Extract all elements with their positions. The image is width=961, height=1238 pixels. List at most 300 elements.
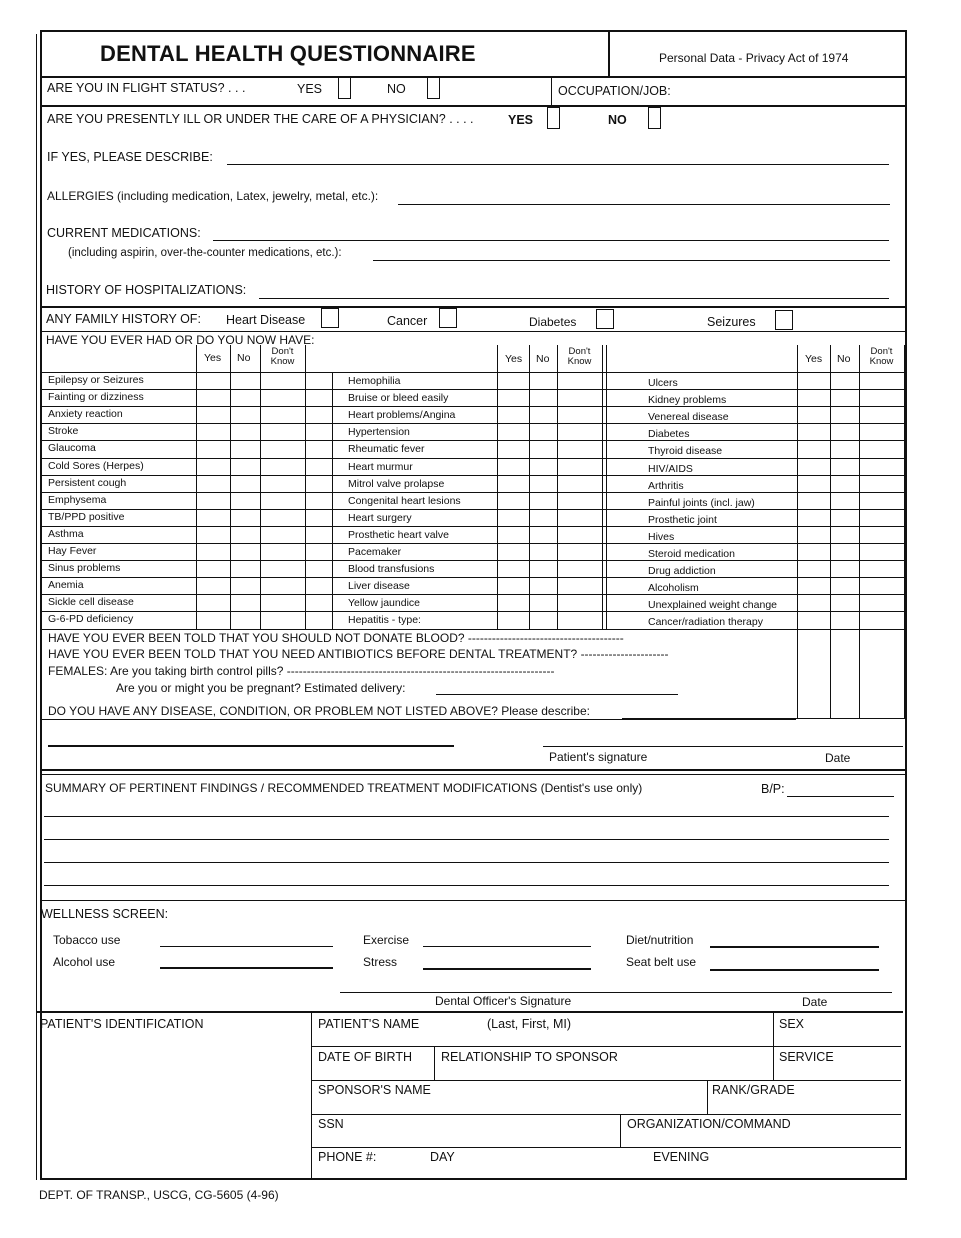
birth-control-question: FEMALES: Are you taking birth control pills? ------------------------------------------------------------------- bbox=[48, 664, 555, 678]
donate-blood-question: HAVE YOU EVER BEEN TOLD THAT YOU SHOULD NOT DONATE BLOOD? --------------------------------------- bbox=[48, 631, 624, 645]
condition-label: Cold Sores (Herpes) bbox=[48, 459, 144, 472]
tobacco-input[interactable] bbox=[160, 946, 333, 947]
describe-input[interactable] bbox=[227, 164, 889, 165]
diet-label: Diet/nutrition bbox=[626, 933, 694, 947]
physician-no-label: NO bbox=[608, 113, 627, 127]
condition-no-cell[interactable] bbox=[530, 407, 556, 422]
condition-dk-cell[interactable] bbox=[558, 390, 601, 405]
physician-yes-label: YES bbox=[508, 113, 534, 127]
condition-yes-cell[interactable] bbox=[498, 441, 528, 456]
condition-label: Hemophilia bbox=[348, 375, 401, 387]
patient-signature-label: Patient's signature bbox=[549, 750, 648, 764]
family-seizures-checkbox[interactable] bbox=[775, 310, 793, 330]
condition-dk-cell[interactable] bbox=[558, 493, 601, 508]
condition-dk-cell[interactable] bbox=[558, 561, 601, 576]
table-col-line bbox=[305, 345, 306, 629]
condition-yes-cell[interactable] bbox=[798, 390, 829, 405]
summary-line-3[interactable] bbox=[44, 862, 889, 863]
estimated-delivery-input[interactable] bbox=[436, 694, 678, 695]
condition-yes-cell[interactable] bbox=[798, 373, 829, 388]
condition-dk-cell[interactable] bbox=[860, 578, 903, 593]
condition-label: Hives bbox=[648, 530, 675, 543]
col-dont-header: Don't bbox=[271, 346, 294, 357]
stress-label: Stress bbox=[363, 955, 398, 969]
form-frame-inner bbox=[36, 34, 41, 1180]
patient-signature-date-label: Date bbox=[825, 751, 851, 765]
condition-no-cell[interactable] bbox=[831, 373, 858, 388]
condition-label: Congenital heart lesions bbox=[348, 494, 461, 507]
family-diabetes-checkbox[interactable] bbox=[596, 309, 614, 329]
medications-label: CURRENT MEDICATIONS: bbox=[47, 226, 201, 240]
condition-no-cell[interactable] bbox=[530, 390, 556, 405]
stress-input[interactable] bbox=[423, 968, 591, 970]
condition-no-cell[interactable] bbox=[231, 612, 259, 627]
condition-label: Epilepsy or Seizures bbox=[48, 374, 144, 386]
table-col-line bbox=[904, 345, 905, 719]
condition-no-cell[interactable] bbox=[231, 595, 259, 610]
condition-no-cell[interactable] bbox=[231, 527, 259, 542]
table-row-line bbox=[40, 543, 907, 544]
condition-dk-cell[interactable] bbox=[261, 424, 304, 439]
flight-no-label: NO bbox=[387, 82, 406, 96]
antibiotics-question: HAVE YOU EVER BEEN TOLD THAT YOU NEED ANTIBIOTICS BEFORE DENTAL TREATMENT? ---------------------- bbox=[48, 647, 669, 661]
condition-yes-cell[interactable] bbox=[498, 510, 528, 525]
condition-yes-cell[interactable] bbox=[498, 544, 528, 559]
family-heart-disease-checkbox[interactable] bbox=[321, 308, 339, 328]
summary-line-4[interactable] bbox=[44, 885, 889, 886]
condition-yes-cell[interactable] bbox=[197, 407, 229, 422]
condition-yes-cell[interactable] bbox=[197, 527, 229, 542]
condition-label: Steroid medication bbox=[648, 548, 735, 560]
bp-input[interactable] bbox=[787, 796, 894, 797]
sex-label: SEX bbox=[779, 1017, 805, 1031]
condition-dk-cell[interactable] bbox=[261, 561, 304, 576]
condition-label: Yellow jaundice bbox=[348, 597, 420, 610]
condition-label: Blood transfusions bbox=[348, 563, 435, 576]
exercise-input[interactable] bbox=[423, 946, 591, 947]
condition-yes-cell[interactable] bbox=[798, 493, 829, 508]
table-row-line bbox=[40, 406, 907, 407]
condition-no-cell[interactable] bbox=[831, 407, 858, 422]
condition-no-cell[interactable] bbox=[530, 561, 556, 576]
condition-yes-cell[interactable] bbox=[197, 476, 229, 491]
condition-no-cell[interactable] bbox=[231, 373, 259, 388]
condition-dk-cell[interactable] bbox=[558, 373, 601, 388]
table-row-line bbox=[40, 389, 907, 390]
condition-label: Venereal disease bbox=[648, 411, 729, 424]
seatbelt-label: Seat belt use bbox=[626, 955, 697, 969]
condition-dk-cell[interactable] bbox=[558, 595, 601, 610]
condition-no-cell[interactable] bbox=[231, 441, 259, 456]
hospitalizations-label: HISTORY OF HOSPITALIZATIONS: bbox=[46, 283, 247, 297]
condition-no-cell[interactable] bbox=[231, 424, 259, 439]
condition-dk-cell[interactable] bbox=[558, 612, 601, 627]
col-yes-header: Yes bbox=[505, 353, 523, 365]
condition-label: Sinus problems bbox=[48, 562, 121, 575]
physician-question: ARE YOU PRESENTLY ILL OR UNDER THE CARE OF A PHYSICIAN? . . . . bbox=[47, 112, 474, 126]
hospitalizations-input[interactable] bbox=[259, 298, 889, 299]
condition-no-cell[interactable] bbox=[530, 373, 556, 388]
allergies-input[interactable] bbox=[398, 204, 890, 205]
allergies-label: ALLERGIES (including medication, Latex, jewelry, metal, etc.): bbox=[47, 189, 379, 203]
col-no-header: No bbox=[536, 353, 550, 365]
table-row-line bbox=[40, 492, 907, 493]
header-divider bbox=[608, 32, 610, 76]
condition-yes-cell[interactable] bbox=[197, 561, 229, 576]
condition-yes-cell[interactable] bbox=[197, 578, 229, 593]
condition-no-cell[interactable] bbox=[231, 510, 259, 525]
table-row-line bbox=[40, 560, 907, 561]
condition-label: Glaucoma bbox=[48, 442, 96, 455]
relationship-label: RELATIONSHIP TO SPONSOR bbox=[441, 1050, 618, 1064]
condition-yes-cell[interactable] bbox=[498, 595, 528, 610]
condition-yes-cell[interactable] bbox=[498, 373, 528, 388]
condition-no-cell[interactable] bbox=[530, 578, 556, 593]
table-row-line bbox=[40, 423, 907, 424]
condition-yes-cell[interactable] bbox=[197, 459, 229, 474]
condition-no-cell[interactable] bbox=[831, 595, 858, 610]
condition-yes-cell[interactable] bbox=[798, 459, 829, 474]
condition-dk-cell[interactable] bbox=[261, 407, 304, 422]
condition-dk-cell[interactable] bbox=[261, 544, 304, 559]
condition-dk-cell[interactable] bbox=[860, 373, 903, 388]
patient-signature-line[interactable] bbox=[543, 746, 903, 747]
condition-label: Anemia bbox=[48, 579, 84, 592]
condition-label: Ulcers bbox=[648, 377, 678, 389]
condition-yes-cell[interactable] bbox=[197, 373, 229, 388]
condition-no-cell[interactable] bbox=[831, 527, 858, 542]
conditions-heading: HAVE YOU EVER HAD OR DO YOU NOW HAVE: bbox=[46, 333, 315, 347]
form-id: DEPT. OF TRANSP., USCG, CG-5605 (4-96) bbox=[39, 1188, 279, 1202]
condition-no-cell[interactable] bbox=[831, 390, 858, 405]
officer-signature-label: Dental Officer's Signature bbox=[435, 994, 572, 1008]
condition-yes-cell[interactable] bbox=[498, 407, 528, 422]
condition-dk-cell[interactable] bbox=[860, 390, 903, 405]
flight-yes-checkbox[interactable] bbox=[338, 77, 351, 99]
exercise-label: Exercise bbox=[363, 933, 410, 947]
physician-no-checkbox[interactable] bbox=[648, 107, 661, 129]
condition-yes-cell[interactable] bbox=[197, 595, 229, 610]
patient-name-format: (Last, First, MI) bbox=[487, 1017, 572, 1031]
condition-yes-cell[interactable] bbox=[498, 527, 528, 542]
sponsor-name-label: SPONSOR'S NAME bbox=[318, 1083, 431, 1097]
condition-dk-cell[interactable] bbox=[860, 476, 903, 491]
condition-label: Heart problems/Angina bbox=[348, 409, 456, 422]
condition-no-cell[interactable] bbox=[530, 595, 556, 610]
condition-label: Kidney problems bbox=[648, 394, 727, 407]
family-cancer-label: Cancer bbox=[387, 314, 428, 328]
condition-dk-cell[interactable] bbox=[558, 424, 601, 439]
condition-label: Rheumatic fever bbox=[348, 443, 425, 456]
occupation-input[interactable] bbox=[680, 80, 900, 104]
condition-dk-cell[interactable] bbox=[261, 612, 304, 627]
condition-label: Asthma bbox=[48, 527, 84, 540]
medications-input-2[interactable] bbox=[373, 260, 890, 261]
condition-dk-cell[interactable] bbox=[261, 373, 304, 388]
family-seizures-label: Seizures bbox=[707, 315, 756, 329]
condition-yes-cell[interactable] bbox=[798, 510, 829, 525]
condition-label: Persistent cough bbox=[48, 476, 127, 489]
condition-yes-cell[interactable] bbox=[197, 510, 229, 525]
condition-yes-cell[interactable] bbox=[498, 612, 528, 627]
condition-dk-cell[interactable] bbox=[860, 561, 903, 576]
condition-dk-cell[interactable] bbox=[860, 407, 903, 422]
condition-no-cell[interactable] bbox=[530, 612, 556, 627]
condition-yes-cell[interactable] bbox=[798, 476, 829, 491]
phone-day-label: DAY bbox=[430, 1150, 455, 1164]
table-col-line bbox=[332, 372, 333, 629]
condition-yes-cell[interactable] bbox=[798, 595, 829, 610]
table-row-line bbox=[40, 629, 907, 630]
condition-dk-cell[interactable] bbox=[558, 476, 601, 491]
condition-no-cell[interactable] bbox=[530, 493, 556, 508]
condition-label: Prosthetic joint bbox=[648, 513, 717, 526]
condition-no-cell[interactable] bbox=[831, 612, 858, 627]
condition-yes-cell[interactable] bbox=[798, 612, 829, 627]
condition-no-cell[interactable] bbox=[831, 561, 858, 576]
other-condition-input-2[interactable] bbox=[48, 745, 454, 747]
condition-dk-cell[interactable] bbox=[558, 527, 601, 542]
condition-label: TB/PPD positive bbox=[48, 510, 125, 523]
physician-yes-checkbox[interactable] bbox=[547, 107, 560, 129]
condition-yes-cell[interactable] bbox=[798, 578, 829, 593]
condition-no-cell[interactable] bbox=[530, 441, 556, 456]
condition-yes-cell[interactable] bbox=[798, 407, 829, 422]
condition-label: Stroke bbox=[48, 425, 79, 438]
occupation-label: OCCUPATION/JOB: bbox=[558, 84, 671, 98]
patient-name-label: PATIENT'S NAME bbox=[318, 1017, 420, 1031]
condition-dk-cell[interactable] bbox=[860, 544, 903, 559]
patient-identification-label: PATIENT'S IDENTIFICATION bbox=[40, 1017, 204, 1031]
condition-dk-cell[interactable] bbox=[261, 441, 304, 456]
condition-no-cell[interactable] bbox=[831, 544, 858, 559]
condition-yes-cell[interactable] bbox=[798, 561, 829, 576]
condition-label: Emphysema bbox=[48, 493, 107, 506]
condition-no-cell[interactable] bbox=[231, 578, 259, 593]
condition-no-cell[interactable] bbox=[530, 544, 556, 559]
family-diabetes-label: Diabetes bbox=[529, 315, 577, 329]
condition-label: Alcoholism bbox=[648, 582, 699, 595]
condition-dk-cell[interactable] bbox=[558, 578, 601, 593]
condition-label: Hypertension bbox=[348, 426, 410, 439]
condition-yes-cell[interactable] bbox=[798, 544, 829, 559]
condition-no-cell[interactable] bbox=[231, 459, 259, 474]
condition-dk-cell[interactable] bbox=[261, 595, 304, 610]
condition-dk-cell[interactable] bbox=[261, 476, 304, 491]
condition-label: Heart surgery bbox=[348, 511, 412, 524]
rule bbox=[40, 306, 907, 308]
condition-dk-cell[interactable] bbox=[261, 510, 304, 525]
condition-label: Drug addiction bbox=[648, 565, 716, 578]
other-condition-question: DO YOU HAVE ANY DISEASE, CONDITION, OR PROBLEM NOT LISTED ABOVE? Please describe: bbox=[48, 704, 590, 718]
condition-label: Anxiety reaction bbox=[48, 408, 123, 421]
table-row-line bbox=[40, 475, 907, 476]
condition-dk-cell[interactable] bbox=[860, 527, 903, 542]
condition-no-cell[interactable] bbox=[530, 476, 556, 491]
col-know-header: Know bbox=[567, 356, 592, 367]
condition-yes-cell[interactable] bbox=[798, 527, 829, 542]
table-row-line bbox=[40, 372, 907, 373]
flight-status-question: ARE YOU IN FLIGHT STATUS? . . . bbox=[47, 81, 246, 95]
condition-yes-cell[interactable] bbox=[498, 578, 528, 593]
organization-label: ORGANIZATION/COMMAND bbox=[627, 1117, 791, 1131]
family-cancer-checkbox[interactable] bbox=[439, 308, 457, 328]
condition-yes-cell[interactable] bbox=[498, 424, 528, 439]
describe-label: IF YES, PLEASE DESCRIBE: bbox=[47, 150, 213, 164]
summary-label: SUMMARY OF PERTINENT FINDINGS / RECOMMENDED TREATMENT MODIFICATIONS (Dentist's use only) bbox=[45, 781, 643, 795]
id-divider bbox=[434, 1046, 435, 1080]
rule bbox=[40, 76, 907, 78]
rule bbox=[311, 1046, 901, 1047]
seatbelt-input[interactable] bbox=[710, 969, 879, 971]
condition-no-cell[interactable] bbox=[530, 527, 556, 542]
table-row-line bbox=[40, 594, 907, 595]
condition-yes-cell[interactable] bbox=[798, 424, 829, 439]
rule bbox=[40, 769, 907, 771]
pregnant-question: Are you or might you be pregnant? Estimated delivery: bbox=[116, 681, 406, 695]
condition-no-cell[interactable] bbox=[231, 493, 259, 508]
medications-sub-label: (including aspirin, over-the-counter medications, etc.): bbox=[68, 247, 342, 259]
summary-line-2[interactable] bbox=[44, 839, 889, 840]
table-row-line bbox=[40, 509, 907, 510]
table-row-line bbox=[40, 440, 907, 441]
condition-dk-cell[interactable] bbox=[558, 510, 601, 525]
service-label: SERVICE bbox=[779, 1050, 834, 1064]
condition-dk-cell[interactable] bbox=[860, 595, 903, 610]
condition-dk-cell[interactable] bbox=[860, 510, 903, 525]
col-dont-header: Don't bbox=[870, 346, 893, 357]
condition-dk-cell[interactable] bbox=[261, 459, 304, 474]
col-dont-header: Don't bbox=[568, 346, 591, 357]
condition-label: Arthritis bbox=[648, 479, 684, 492]
condition-label: Prosthetic heart valve bbox=[348, 528, 449, 541]
condition-no-cell[interactable] bbox=[530, 510, 556, 525]
condition-no-cell[interactable] bbox=[831, 424, 858, 439]
col-no-header: No bbox=[837, 353, 851, 365]
table-row-line bbox=[40, 577, 907, 578]
condition-dk-cell[interactable] bbox=[261, 390, 304, 405]
condition-yes-cell[interactable] bbox=[197, 390, 229, 405]
condition-yes-cell[interactable] bbox=[197, 424, 229, 439]
condition-label: Thyroid disease bbox=[648, 445, 723, 458]
condition-no-cell[interactable] bbox=[231, 390, 259, 405]
col-no-header: No bbox=[237, 352, 251, 364]
rule bbox=[311, 1080, 901, 1081]
condition-yes-cell[interactable] bbox=[498, 493, 528, 508]
condition-dk-cell[interactable] bbox=[860, 612, 903, 627]
condition-no-cell[interactable] bbox=[831, 493, 858, 508]
table-row-line bbox=[40, 611, 907, 612]
privacy-notice: Personal Data - Privacy Act of 1974 bbox=[659, 51, 849, 65]
condition-label: Diabetes bbox=[648, 428, 690, 441]
tobacco-label: Tobacco use bbox=[53, 933, 121, 947]
condition-label: Liver disease bbox=[348, 580, 410, 593]
condition-label: G-6-PD deficiency bbox=[48, 613, 134, 626]
condition-label: Bruise or bleed easily bbox=[348, 392, 449, 405]
table-row-line bbox=[40, 458, 907, 459]
condition-yes-cell[interactable] bbox=[498, 476, 528, 491]
condition-no-cell[interactable] bbox=[530, 424, 556, 439]
family-heart-disease-label: Heart Disease bbox=[226, 313, 306, 327]
condition-label: Sickle cell disease bbox=[48, 596, 134, 609]
phone-evening-label: EVENING bbox=[653, 1150, 710, 1164]
condition-no-cell[interactable] bbox=[231, 476, 259, 491]
rule bbox=[40, 719, 796, 720]
condition-label: Mitrol valve prolapse bbox=[348, 477, 445, 490]
condition-label: Pacemaker bbox=[348, 546, 402, 558]
condition-yes-cell[interactable] bbox=[197, 544, 229, 559]
condition-dk-cell[interactable] bbox=[860, 493, 903, 508]
officer-signature-line[interactable] bbox=[340, 992, 892, 993]
table-col-line bbox=[602, 345, 603, 629]
rule bbox=[311, 1147, 901, 1148]
condition-dk-cell[interactable] bbox=[860, 441, 903, 456]
condition-dk-cell[interactable] bbox=[558, 459, 601, 474]
id-divider bbox=[620, 1114, 621, 1147]
rule bbox=[40, 105, 907, 107]
phone-label: PHONE #: bbox=[318, 1150, 377, 1164]
flight-yes-label: YES bbox=[297, 82, 323, 96]
condition-dk-cell[interactable] bbox=[261, 493, 304, 508]
condition-label: Painful joints (incl. jaw) bbox=[648, 496, 755, 509]
rank-label: RANK/GRADE bbox=[712, 1083, 795, 1097]
ssn-label: SSN bbox=[318, 1117, 344, 1131]
alcohol-label: Alcohol use bbox=[53, 955, 116, 969]
condition-yes-cell[interactable] bbox=[197, 441, 229, 456]
summary-line-1[interactable] bbox=[44, 816, 889, 817]
page-title: DENTAL HEALTH QUESTIONNAIRE bbox=[100, 41, 476, 66]
condition-no-cell[interactable] bbox=[231, 544, 259, 559]
col-know-header: Know bbox=[270, 356, 295, 367]
condition-dk-cell[interactable] bbox=[261, 527, 304, 542]
condition-label: Fainting or dizziness bbox=[48, 391, 144, 404]
condition-dk-cell[interactable] bbox=[558, 544, 601, 559]
condition-yes-cell[interactable] bbox=[197, 493, 229, 508]
condition-no-cell[interactable] bbox=[831, 441, 858, 456]
condition-yes-cell[interactable] bbox=[197, 612, 229, 627]
officer-signature-date-label: Date bbox=[802, 995, 828, 1009]
medications-input[interactable] bbox=[213, 240, 889, 241]
diet-input[interactable] bbox=[710, 946, 879, 948]
condition-yes-cell[interactable] bbox=[498, 561, 528, 576]
condition-yes-cell[interactable] bbox=[498, 390, 528, 405]
condition-no-cell[interactable] bbox=[831, 459, 858, 474]
condition-dk-cell[interactable] bbox=[860, 459, 903, 474]
condition-no-cell[interactable] bbox=[231, 561, 259, 576]
condition-dk-cell[interactable] bbox=[261, 578, 304, 593]
condition-dk-cell[interactable] bbox=[558, 441, 601, 456]
bp-label: B/P: bbox=[761, 782, 785, 796]
condition-no-cell[interactable] bbox=[231, 407, 259, 422]
condition-no-cell[interactable] bbox=[831, 510, 858, 525]
condition-dk-cell[interactable] bbox=[558, 407, 601, 422]
flight-no-checkbox[interactable] bbox=[427, 77, 440, 99]
col-yes-header: Yes bbox=[805, 353, 823, 365]
dob-label: DATE OF BIRTH bbox=[318, 1050, 412, 1064]
rule bbox=[40, 774, 907, 775]
condition-no-cell[interactable] bbox=[530, 459, 556, 474]
alcohol-input[interactable] bbox=[160, 967, 333, 969]
col-know-header: Know bbox=[869, 356, 894, 367]
condition-no-cell[interactable] bbox=[831, 476, 858, 491]
condition-label: Unexplained weight change bbox=[648, 599, 778, 612]
row-divider bbox=[551, 77, 552, 105]
condition-dk-cell[interactable] bbox=[860, 424, 903, 439]
condition-yes-cell[interactable] bbox=[498, 459, 528, 474]
col-yes-header: Yes bbox=[204, 352, 222, 364]
condition-yes-cell[interactable] bbox=[798, 441, 829, 456]
condition-no-cell[interactable] bbox=[831, 578, 858, 593]
